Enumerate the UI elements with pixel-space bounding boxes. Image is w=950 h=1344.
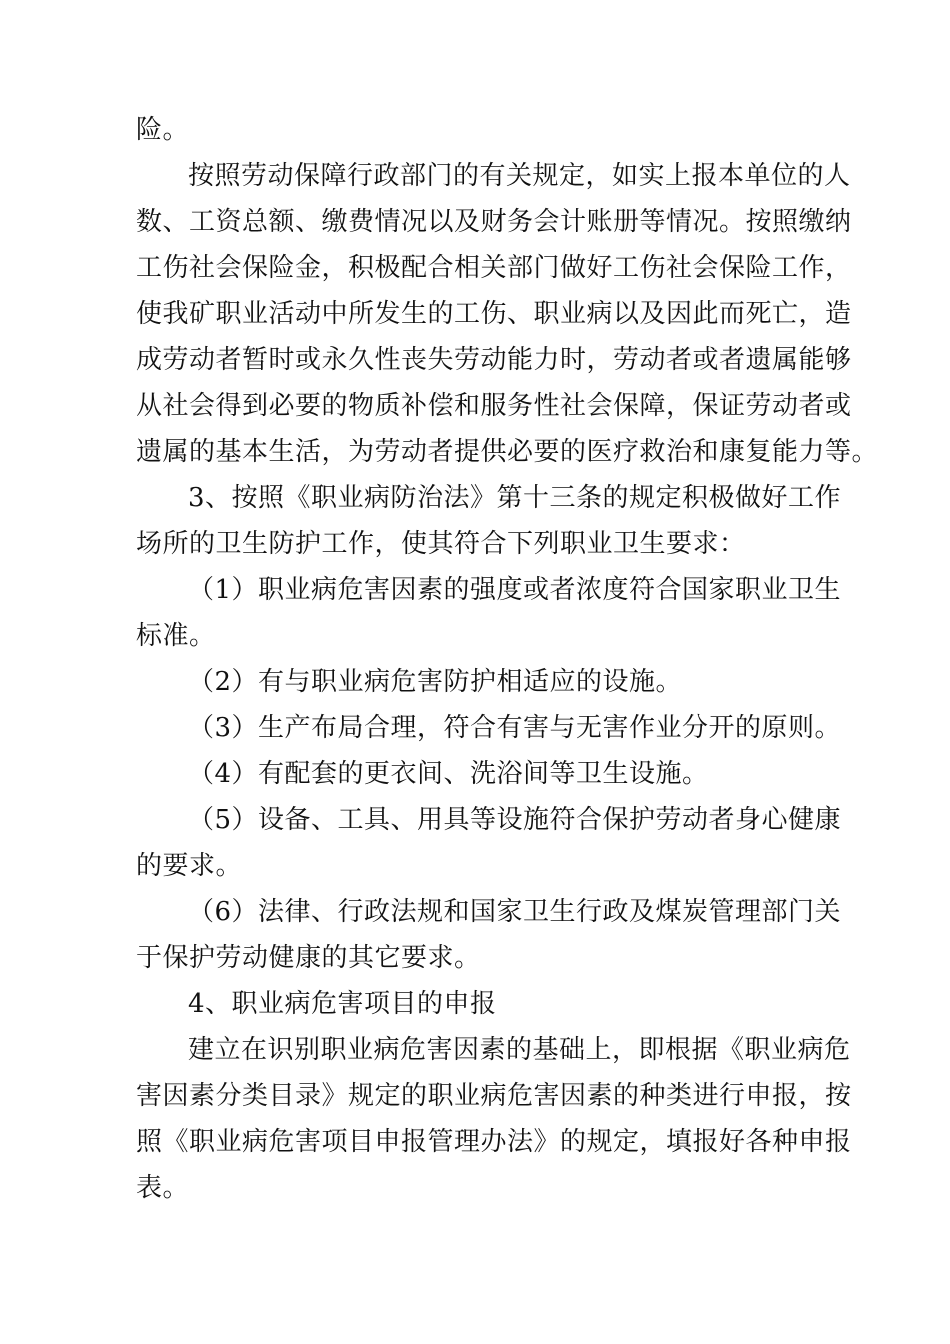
text-line: 于保护劳动健康的其它要求。 <box>136 943 481 973</box>
text-line: 标准。 <box>136 621 216 651</box>
text-line: （5）设备、工具、用具等设施符合保护劳动者身心健康 <box>188 805 842 835</box>
text-line: 数、工资总额、缴费情况以及财务会计账册等情况。按照缴纳 <box>136 207 852 237</box>
text-line: 使我矿职业活动中所发生的工伤、职业病以及因此而死亡，造 <box>136 299 852 329</box>
text-line: 害因素分类目录》规定的职业病危害因素的种类进行申报，按 <box>136 1081 852 1111</box>
text-line: 按照劳动保障行政部门的有关规定，如实上报本单位的人 <box>188 161 851 191</box>
text-line: 建立在识别职业病危害因素的基础上，即根据《职业病危 <box>188 1035 851 1065</box>
text-line: 的要求。 <box>136 851 243 881</box>
text-line: （4）有配套的更衣间、洗浴间等卫生设施。 <box>188 759 709 789</box>
text-line: （2）有与职业病危害防护相适应的设施。 <box>188 667 683 697</box>
text-line: 照《职业病危害项目申报管理办法》的规定，填报好各种申报 <box>136 1127 852 1157</box>
text-line: 表。 <box>136 1173 190 1203</box>
text-line: 险。 <box>136 115 190 145</box>
text-line: 成劳动者暂时或永久性丧失劳动能力时，劳动者或者遗属能够 <box>136 345 852 375</box>
text-line: 3、按照《职业病防治法》第十三条的规定积极做好工作 <box>188 483 842 513</box>
text-line: （3）生产布局合理，符合有害与无害作业分开的原则。 <box>188 713 842 743</box>
text-line: 工伤社会保险金，积极配合相关部门做好工伤社会保险工作， <box>136 253 852 283</box>
text-line: 遗属的基本生活，为劳动者提供必要的医疗救治和康复能力等。 <box>136 437 879 467</box>
text-line: （1）职业病危害因素的强度或者浓度符合国家职业卫生 <box>188 575 842 605</box>
text-line: 场所的卫生防护工作，使其符合下列职业卫生要求： <box>136 529 746 559</box>
text-line: 4、职业病危害项目的申报 <box>188 989 497 1019</box>
text-line: （6）法律、行政法规和国家卫生行政及煤炭管理部门关 <box>188 897 842 927</box>
text-line: 从社会得到必要的物质补偿和服务性社会保障，保证劳动者或 <box>136 391 852 421</box>
